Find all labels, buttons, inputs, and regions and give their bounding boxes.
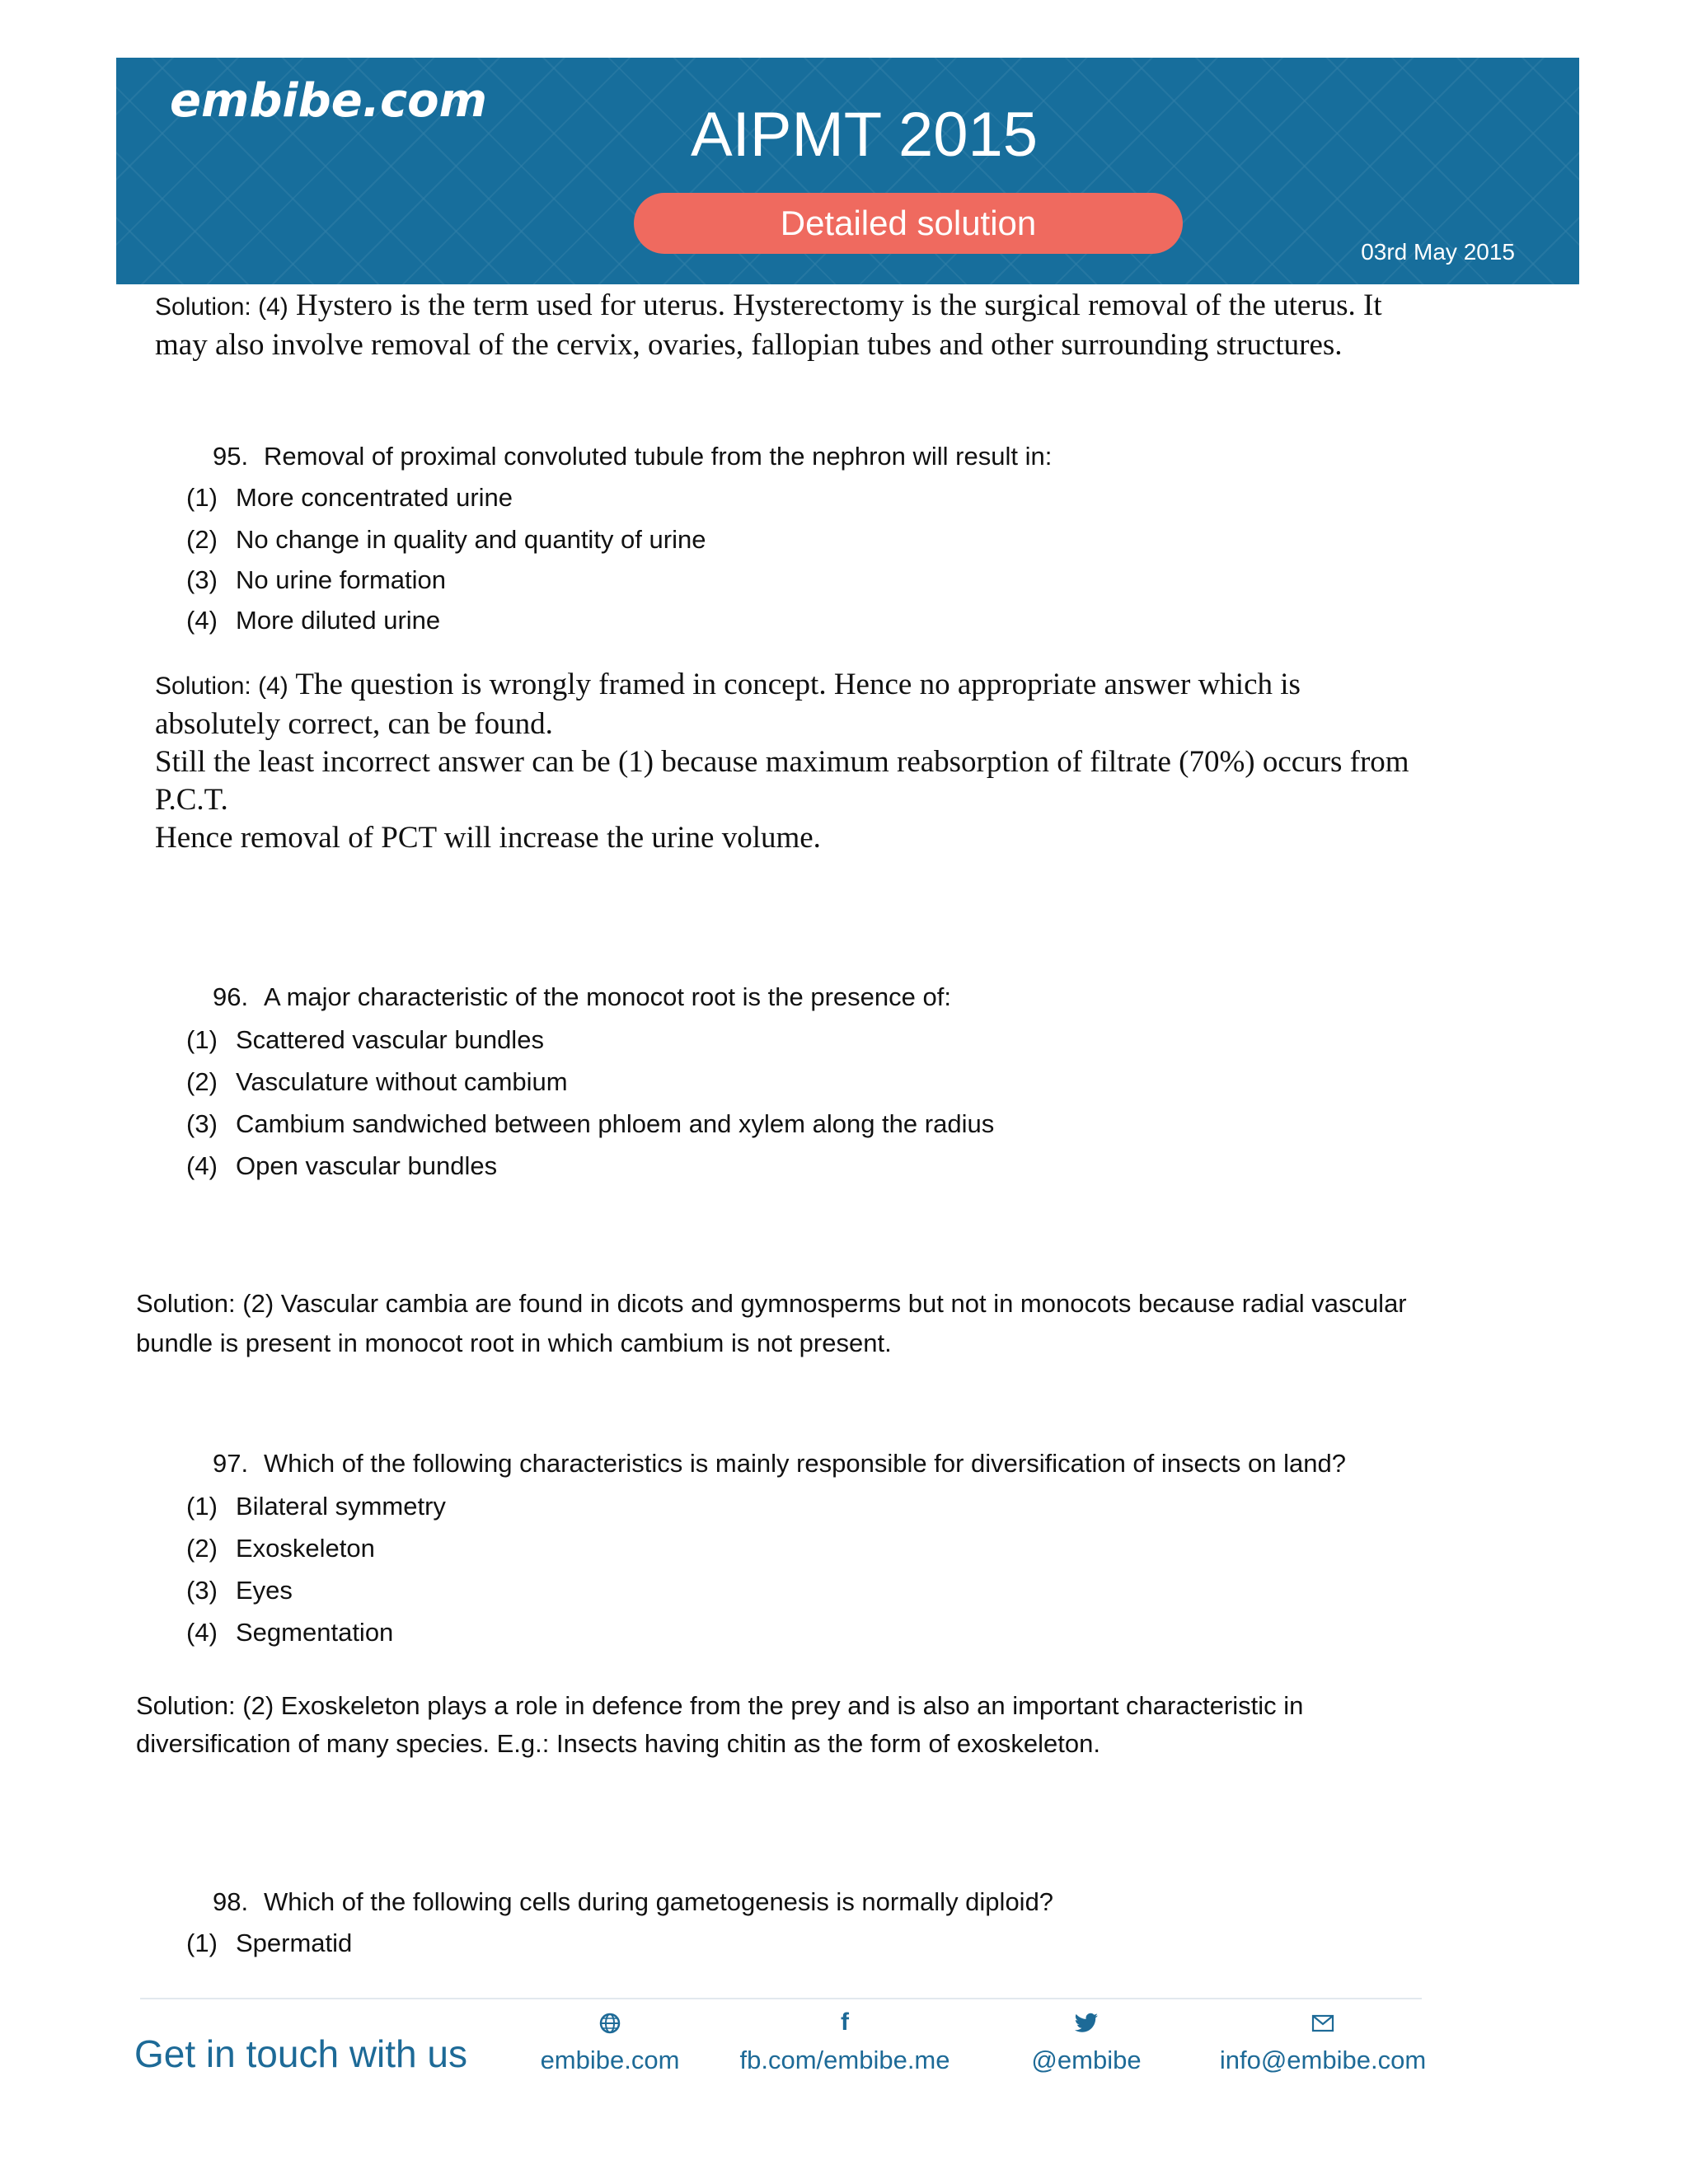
option-text: Bilateral symmetry [236, 1492, 446, 1521]
globe-icon [528, 2004, 692, 2041]
question-95 [213, 442, 1052, 471]
option-number: (3) [186, 1576, 218, 1605]
option-number: (4) [186, 1151, 218, 1180]
solution-text: Hence removal of PCT will increase the urine volume. [155, 821, 821, 855]
solution-text: absolutely correct, can be found. [155, 707, 553, 741]
option-text: Vasculature without cambium [236, 1067, 568, 1096]
option-96-2 [186, 1067, 568, 1097]
solution-lead: Solution: (4) [155, 293, 288, 321]
option-97-2 [186, 1534, 375, 1563]
question-98 [213, 1887, 1053, 1917]
question-number: 95. [213, 442, 249, 471]
option-number: (1) [186, 1492, 218, 1521]
option-text: Eyes [236, 1576, 293, 1605]
option-number: (3) [186, 1109, 218, 1138]
solution-96 [136, 1284, 1554, 1363]
footer-twitter[interactable] [1012, 2004, 1160, 2075]
footer-email-link[interactable]: info@embibe.com [1219, 2046, 1427, 2074]
option-text: Segmentation [236, 1618, 394, 1647]
solution-text: P.C.T. [155, 783, 228, 817]
solution-text: bundle is present in monocot root in which cambium is not present. [136, 1329, 892, 1357]
option-number: (1) [186, 483, 218, 512]
question-text: Removal of proximal convoluted tubule from the nephron will result in: [264, 442, 1053, 471]
footer-facebook[interactable] [725, 2004, 964, 2075]
question-number: 97. [213, 1449, 249, 1478]
detailed-solution-badge: Detailed solution [634, 193, 1183, 254]
option-number: (3) [186, 565, 218, 594]
embibe-logo: embibe.com [170, 74, 487, 128]
solution-97 [136, 1687, 1554, 1763]
option-text: Cambium sandwiched between phloem and xylem along the radius [236, 1109, 995, 1138]
footer-website-link[interactable]: embibe.com [540, 2046, 680, 2074]
footer-email[interactable] [1203, 2004, 1442, 2075]
exam-title: AIPMT 2015 [690, 100, 1039, 170]
option-number: (1) [186, 1025, 218, 1054]
option-97-1 [186, 1492, 446, 1521]
exam-date: 03rd May 2015 [1361, 239, 1515, 265]
option-number: (2) [186, 1534, 218, 1563]
option-97-3 [186, 1576, 293, 1605]
option-number: (2) [186, 525, 218, 554]
facebook-icon: f [841, 2008, 849, 2036]
solution-text: Solution: (2) Vascular cambia are found in dicots and gymnosperms but not in monocots because radial vascular [136, 1289, 1407, 1318]
option-96-3 [186, 1109, 994, 1139]
option-number: (4) [186, 1618, 218, 1647]
envelope-icon [1203, 2004, 1442, 2041]
solution-text: Still the least incorrect answer can be (1) because maximum reabsorption of filtrate (70%) occurs from [155, 745, 1409, 779]
option-text: Spermatid [236, 1929, 353, 1957]
option-97-4 [186, 1618, 393, 1647]
option-text: More diluted urine [236, 606, 441, 635]
solution-95 [155, 666, 1540, 857]
option-text: Scattered vascular bundles [236, 1025, 544, 1054]
option-95-4 [186, 606, 440, 635]
question-number: 96. [213, 982, 249, 1011]
option-95-1 [186, 483, 513, 513]
solution-94 [155, 287, 1540, 364]
option-95-2 [186, 525, 706, 555]
option-number: (1) [186, 1929, 218, 1957]
option-96-1 [186, 1025, 544, 1055]
footer-website[interactable] [528, 2004, 692, 2075]
footer-facebook-link[interactable]: fb.com/embibe.me [739, 2046, 950, 2074]
option-96-4 [186, 1151, 497, 1181]
footer-twitter-link[interactable]: @embibe [1031, 2046, 1142, 2074]
solution-lead: Solution: (4) [155, 673, 288, 700]
question-text: Which of the following cells during gametogenesis is normally diploid? [264, 1887, 1054, 1916]
option-number: (4) [186, 606, 218, 635]
solution-text: The question is wrongly framed in concept. Hence no appropriate answer which is [295, 668, 1301, 701]
footer-divider [140, 1998, 1422, 1999]
option-98-1 [186, 1929, 352, 1958]
option-text: Open vascular bundles [236, 1151, 498, 1180]
footer-tagline: Get in touch with us [134, 2032, 467, 2075]
option-text: Exoskeleton [236, 1534, 375, 1563]
option-text: No urine formation [236, 565, 447, 594]
option-text: No change in quality and quantity of urine [236, 525, 706, 554]
question-97 [213, 1449, 1346, 1479]
solution-text: may also involve removal of the cervix, ovaries, fallopian tubes and other surrounding structures. [155, 328, 1343, 362]
header-banner [116, 58, 1579, 284]
option-number: (2) [186, 1067, 218, 1096]
question-text: A major characteristic of the monocot root is the presence of: [264, 982, 951, 1011]
solution-text: Solution: (2) Exoskeleton plays a role in defence from the prey and is also an important characteristic in [136, 1691, 1304, 1720]
option-95-3 [186, 565, 446, 595]
question-text: Which of the following characteristics is mainly responsible for diversification of insects on land? [264, 1449, 1346, 1478]
twitter-icon [1012, 2004, 1160, 2041]
question-96 [213, 982, 951, 1012]
question-number: 98. [213, 1887, 249, 1916]
option-text: More concentrated urine [236, 483, 513, 512]
solution-text: Hystero is the term used for uterus. Hysterectomy is the surgical removal of the uterus. It [296, 288, 1382, 322]
solution-text: diversification of many species. E.g.: Insects having chitin as the form of exoskeleton. [136, 1729, 1100, 1758]
